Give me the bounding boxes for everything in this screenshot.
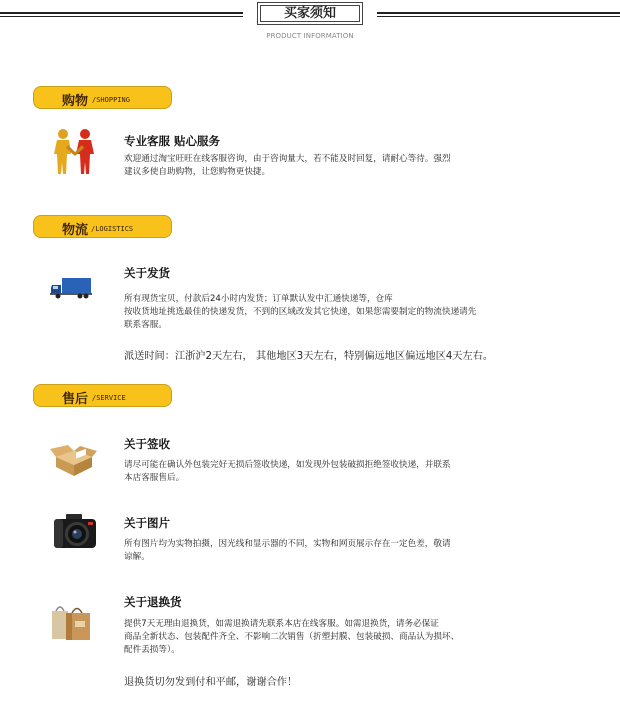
- item-body-shipping: [124, 293, 604, 332]
- section-label-cn: 售后: [62, 392, 89, 407]
- body-line: 请尽可能在确认外包装完好无损后签收快递，如发现外包装破损拒绝签收快递，并联系: [124, 460, 451, 470]
- body-line: 本店客服售后。: [124, 473, 185, 483]
- section-label-cn: 物流: [62, 223, 89, 238]
- open-box-icon: [50, 443, 98, 477]
- section-badge-service: [33, 384, 172, 407]
- page-title: 买家须知: [257, 2, 363, 25]
- item-title-pictures: 关于图片: [124, 516, 170, 530]
- item-title-returns: 关于退换货: [124, 595, 182, 609]
- item-title-receipt: 关于签收: [124, 437, 170, 451]
- item-body-customer-service: [124, 153, 604, 179]
- camera-icon: [52, 512, 98, 550]
- section-label-en: /SHOPPING: [92, 96, 130, 104]
- body-line: 谅解。: [124, 552, 150, 562]
- page-subtitle: PRODUCT INFORMATION: [266, 32, 354, 40]
- item-body-receipt: [124, 459, 604, 485]
- truck-icon: [50, 277, 92, 299]
- body-line: 联系客服。: [124, 320, 167, 330]
- item-body-returns: [124, 618, 604, 657]
- section-badge-shopping: [33, 86, 172, 109]
- item-title-shipping: 关于发货: [124, 266, 170, 280]
- body-line: 配件丢损等）。: [124, 645, 180, 655]
- body-line: 建议多使自助购物，让您购物更快捷。: [124, 167, 271, 177]
- section-label-en: /LOGISTICS: [91, 225, 134, 233]
- body-line: 按收货地址挑选最佳的快递发货，不到的区域改发其它快递，如果您需要制定的物流快递请先: [124, 307, 477, 317]
- section-badge-logistics: [33, 215, 172, 238]
- body-line: 所有现货宝贝，付款后24小时内发货；订单默认发中汇通快递等，仓库: [124, 294, 393, 304]
- body-line: 提供7天无理由退换货，如需退换请先联系本店在线客服。如需退换货，请务必保证: [124, 619, 439, 629]
- item-body-pictures: [124, 538, 604, 564]
- header-rule-left: [0, 12, 243, 17]
- shopping-bag-icon: [50, 603, 94, 641]
- body-line: 所有图片均为实物拍摄，因光线和显示器的不同，实物和网页展示存在一定色差，敬请: [124, 539, 451, 549]
- handshake-icon: [48, 128, 100, 176]
- item-title-customer-service: 专业客服 贴心服务: [124, 134, 221, 148]
- returns-note: 退换货切勿发到付和平邮，谢谢合作！: [124, 677, 298, 688]
- header-rule-right: [377, 12, 620, 17]
- delivery-time-note: 派送时间：江浙沪2天左右， 其他地区3天左右，特别偏远地区偏远地区4天左右。: [124, 351, 494, 362]
- section-label-cn: 购物: [62, 94, 89, 109]
- section-label-en: /SERVICE: [92, 394, 126, 402]
- body-line: 欢迎通过淘宝旺旺在线客服咨询，由于咨询量大，若不能及时回复，请耐心等待。强烈: [124, 154, 451, 164]
- body-line: 商品全新状态、包装配件齐全、不影响二次销售（折塑封膜、包装破损、商品认为损坏、: [124, 632, 460, 642]
